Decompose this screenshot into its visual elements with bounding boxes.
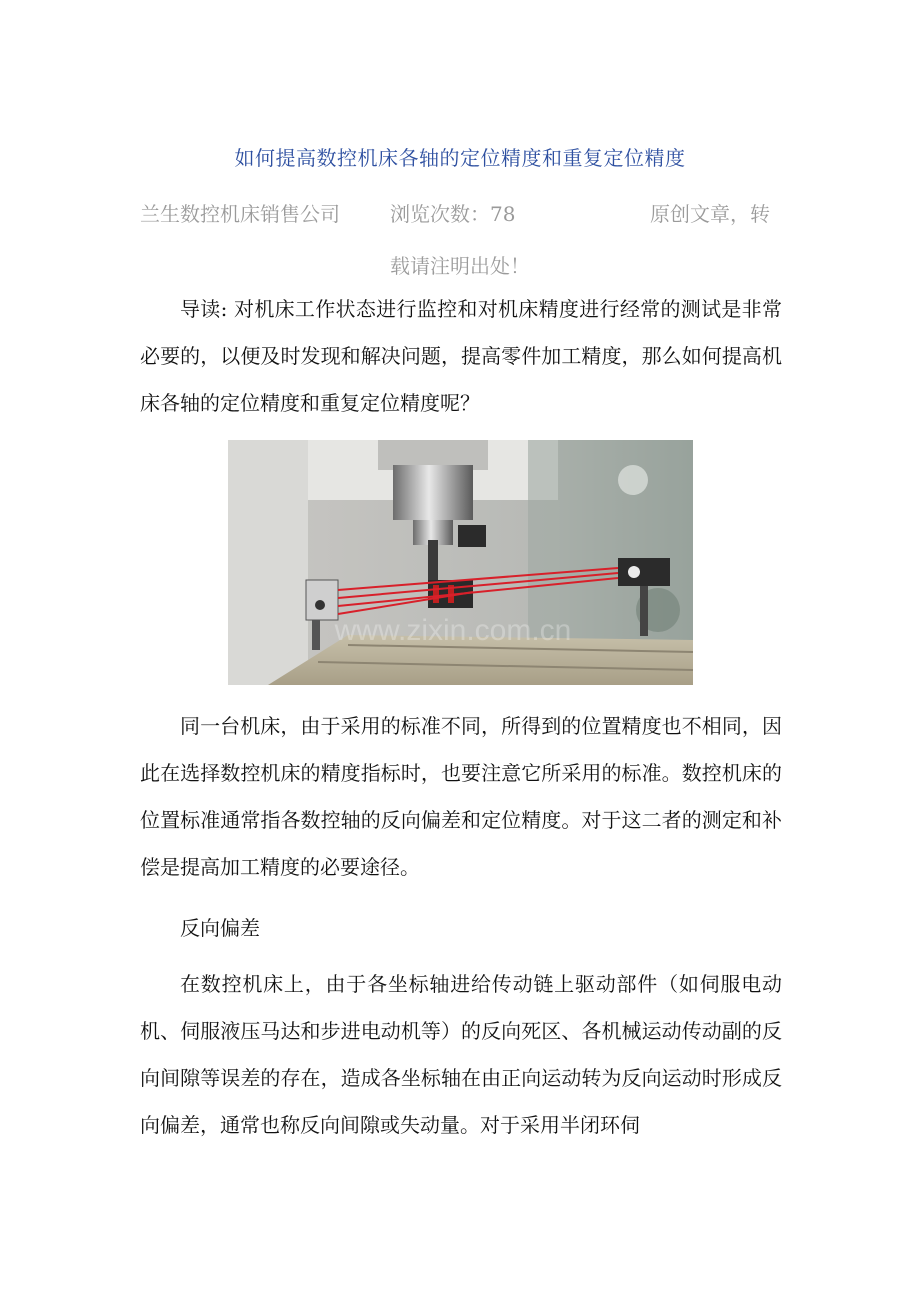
- laser-measurement-photo: [228, 440, 693, 685]
- intro-paragraph: 导读: 对机床工作状态进行监控和对机床精度进行经常的测试是非常必要的，以便及时发现和解决问题，提高零件加工精度，那么如何提高机床各轴的定位精度和重复定位精度呢？: [140, 297, 782, 415]
- section-heading-backlash: 反向偏差: [180, 916, 260, 940]
- photo-watermark: www.zixin.com.cn: [334, 614, 572, 647]
- paragraph-standards: 同一台机床，由于采用的标准不同，所得到的位置精度也不相同，因此在选择数控机床的精度指标时，也要注意它所采用的标准。数控机床的位置标准通常指各数控轴的反向偏差和定位精度。对于这二者的测定和补偿是提高加工精度的必要途径。: [140, 714, 782, 879]
- article-title: 如何提高数控机床各轴的定位精度和重复定位精度: [234, 146, 686, 170]
- paragraph-backlash: 在数控机床上，由于各坐标轴进给传动链上驱动部件（如伺服电动机、伺服液压马达和步进电动机等）的反向死区、各机械运动传动副的反向间隙等误差的存在，造成各坐标轴在由正向运动转为反向运动时形成反向偏差，通常也称反向间隙或失动量。对于采用半闭环伺: [140, 972, 782, 1137]
- original-notice: 原创文章，转: [650, 202, 770, 226]
- view-count: 浏览次数：78: [390, 202, 516, 226]
- original-notice-continued: 载请注明出处！: [390, 254, 530, 278]
- article-source: 兰生数控机床销售公司: [140, 202, 340, 226]
